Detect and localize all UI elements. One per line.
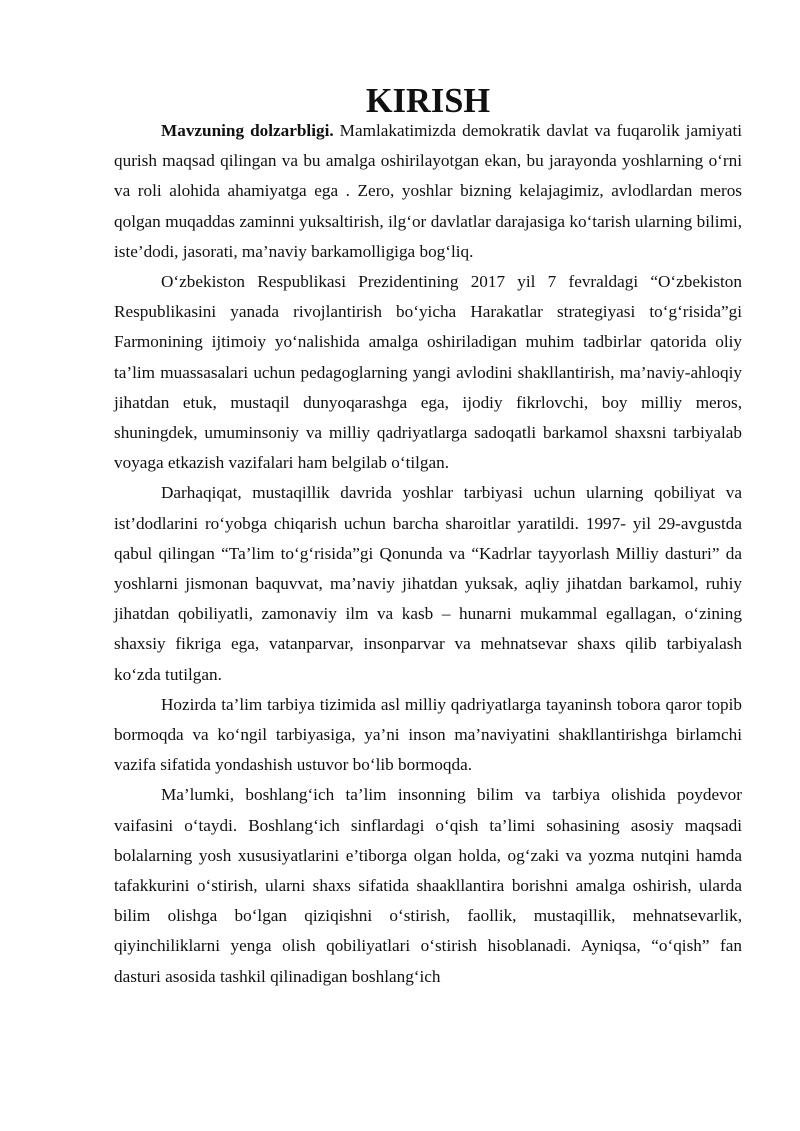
document-page xyxy=(114,82,742,992)
paragraph-text: O‘zbekiston Respublikasi Prezidentining 2017 yil 7 fevraldagi “O‘zbekiston Respublikasini yanada rivojlantirish bo‘yicha Harakatlar strategiyasi to‘g‘risida”gi Farmonining ijtimoiy yo‘nalishida amalga oshiriladigan muhim tadbirlar qatorida oliy ta’lim muassasalari uchun pedagoglarning yangi avlodini shakllantirish, ma’naviy-ahloqiy jihatdan etuk, mustaqil dunyoqarashga ega, ijodiy fikrlovchi, boy milliy meros, shuningdek, umuminsoniy va milliy qadriyatlarga sadoqatli barkamol shaxsni tarbiyalab voyaga etkazish vazifalari ham belgilab o‘tilgan. xyxy=(114,272,742,473)
paragraph-decree xyxy=(114,267,742,478)
paragraph-primary-education xyxy=(114,780,742,991)
paragraph-text: Darhaqiqat, mustaqillik davrida yoshlar tarbiyasi uchun ularning qobiliyat va ist’dodlarini ro‘yobga chiqarish uchun barcha sharoitlar yaratildi. 1997- yil 29-avgustda qabul qilingan “Ta’lim to‘g‘risida”gi Qonunda va “Kadrlar tayyorlash Milliy dasturi” da yoshlarni jismonan baquvvat, ma’naviy jihatdan yuksak, aqliy jihatdan barkamol, ruhiy jihatdan qobiliyatli, zamonaviy ilm va kasb – hunarni mukammal egallagan, o‘zining shaxsiy fikriga ega, vatanparvar, insonparvar va mehnatsevar shaxs qilib tarbiyalash ko‘zda tutilgan. xyxy=(114,483,742,684)
paragraph-text: Mamlakatimizda demokratik davlat va fuqarolik jamiyati qurish maqsad qilingan va bu amalga oshirilayotgan ekan, bu jarayonda yoshlarning o‘rni va roli alohida ahamiyatga ega . Zero, yoshlar bizning kelajagimiz, avlodlardan meros qolgan muqaddas zaminni yuksaltirish, ilg‘or davlatlar darajasiga ko‘tarish ularning bilimi, iste’dodi, jasorati, ma’naviy barkamolligiga bog‘liq. xyxy=(114,121,742,261)
paragraph-education-system xyxy=(114,690,742,781)
page-title: KIRISH xyxy=(365,82,491,120)
paragraph-independence xyxy=(114,478,742,689)
paragraph-text: Ma’lumki, boshlang‘ich ta’lim insonning bilim va tarbiya olishida poydevor vaifasini o‘taydi. Boshlang‘ich sinflardagi o‘qish ta’limi sohasining asosiy maqsadi bolalarning yosh xususiyatlarini e’tiborga olgan holda, og‘zaki va yozma nutqini hamda tafakkurini o‘stirish, ularni shaxs sifatida shaakllantira borishni amalga oshirish, ularda bilim olishga bo‘lgan qiziqishni o‘stirish, faollik, mustaqillik, mehnatsevarlik, qiyinchiliklarni yenga olish qobiliyatlari o‘stirish hisoblanadi. Ayniqsa, “o‘qish” fan dasturi asosida tashkil qilinadigan boshlang‘ich xyxy=(114,785,742,986)
paragraph-relevance xyxy=(114,116,742,267)
paragraph-text: Hozirda ta’lim tarbiya tizimida asl milliy qadriyatlarga tayaninsh tobora qaror topib bormoqda va ko‘ngil tarbiyasiga, ya’ni inson ma’naviyatini shakllantirishga birlamchi vazifa sifatida yondashish ustuvor bo‘lib bormoqda. xyxy=(114,694,742,775)
paragraph-lead: Mavzuning dolzarbligi. xyxy=(161,121,334,140)
